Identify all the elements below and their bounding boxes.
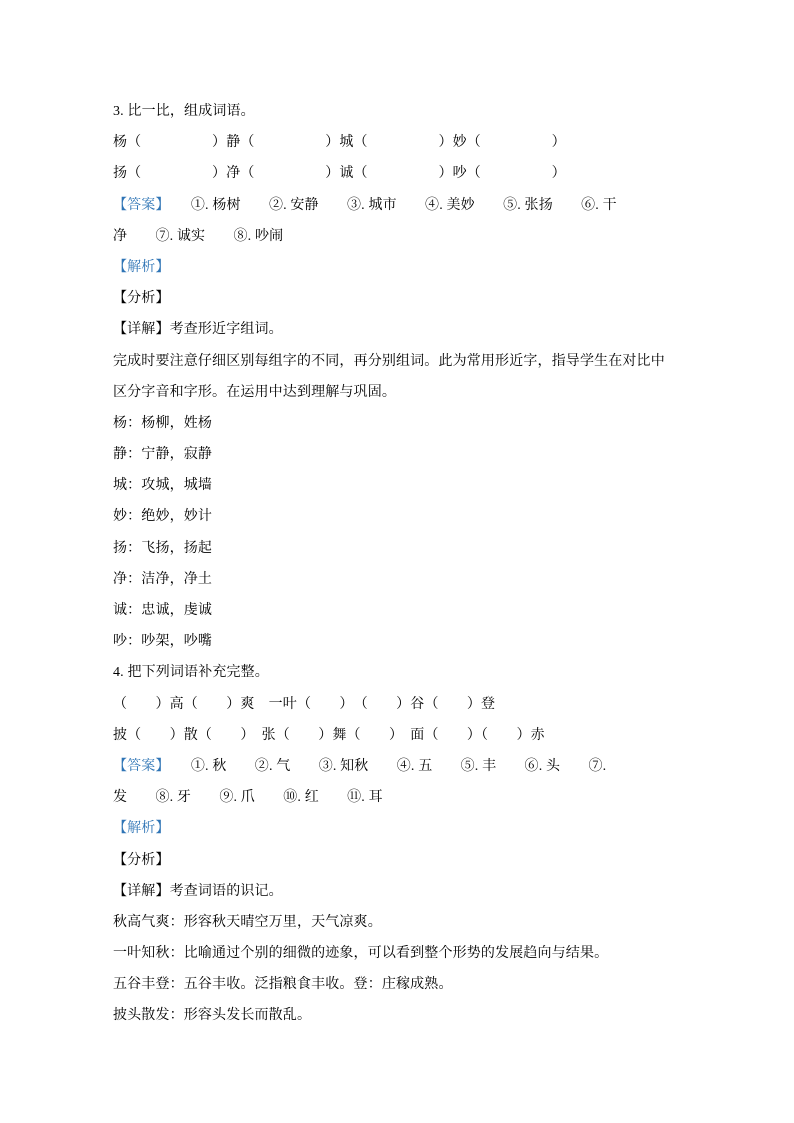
q4-idiom-def-1: [113, 907, 688, 938]
document-content: [113, 96, 688, 1032]
line-text: 静：宁静，寂静: [113, 447, 213, 463]
q3-answer-line-1: [113, 190, 688, 221]
line-text: ①. 杨树 ②. 安静 ③. 城市 ④. 美妙 ⑤. 张扬 ⑥. 干: [162, 197, 617, 213]
section-label: 【答案】: [113, 197, 163, 213]
line-text: 净：洁净，净土: [113, 571, 213, 587]
q3-blank-row-1: [113, 127, 688, 158]
q4-xiangjie-line: [113, 876, 688, 907]
q3-fenxi-label: [113, 283, 688, 314]
line-text: 扬：飞扬，扬起: [113, 540, 213, 556]
line-text: 【分析】: [113, 291, 170, 307]
q4-idiom-def-3: [113, 969, 688, 1000]
q3-xiangjie-line: [113, 314, 688, 345]
line-text: 妙：绝妙，妙计: [113, 509, 213, 525]
q3-jiexi-label: [113, 252, 688, 283]
q3-answer-line-2: [113, 221, 688, 252]
line-text: 4. 把下列词语补充完整。: [113, 665, 269, 681]
q3-word-item-yang1: [113, 408, 688, 439]
q3-word-item-jing2: [113, 564, 688, 595]
q4-idiom-def-2: [113, 938, 688, 969]
section-label: 【答案】: [113, 758, 163, 774]
line-text: 城：攻城，城墙: [113, 478, 213, 494]
q4-jiexi-label: [113, 813, 688, 844]
line-text: 发 ⑧. 牙 ⑨. 爪 ⑩. 红 ⑪. 耳: [113, 790, 383, 806]
q4-answer-line-2: [113, 782, 688, 813]
q3-word-item-cheng2: [113, 595, 688, 626]
q4-answer-line-1: [113, 751, 688, 782]
line-text: 净 ⑦. 诚实 ⑧. 吵闹: [113, 228, 284, 244]
q3-word-item-yang2: [113, 533, 688, 564]
line-text: 吵：吵架，吵嘴: [113, 634, 213, 650]
line-text: 一叶知秋：比喻通过个别的细微的迹象，可以看到整个形势的发展趋向与结果。: [113, 946, 609, 962]
line-text: 区分字音和字形。在运用中达到理解与巩固。: [113, 384, 396, 400]
line-text: 【详解】考查形近字组词。: [113, 322, 283, 338]
line-text: （ ）高（ ）爽 一叶（ ） （ ）谷（ ）登: [113, 696, 496, 712]
line-text: ①. 秋 ②. 气 ③. 知秋 ④. 五 ⑤. 丰 ⑥. 头 ⑦.: [162, 758, 607, 774]
q4-fenxi-label: [113, 845, 688, 876]
q4-blank-row-1: [113, 689, 688, 720]
line-text: 完成时要注意仔细区别每组字的不同，再分别组词。此为常用形近字，指导学生在对比中: [113, 353, 665, 369]
q3-word-item-miao: [113, 501, 688, 532]
line-text: 扬（ ）净（ ）诚（ ）吵（ ）: [113, 166, 566, 182]
line-text: 杨（ ）静（ ）城（ ）妙（ ）: [113, 135, 566, 151]
question-3-title: [113, 96, 688, 127]
line-text: 杨：杨柳，姓杨: [113, 415, 213, 431]
line-text: 五谷丰登：五谷丰收。泛指粮食丰收。登：庄稼成熟。: [113, 977, 453, 993]
q3-explanation-line-1: [113, 346, 688, 377]
section-label: 【解析】: [113, 821, 170, 837]
line-text: 披头散发：形容头发长而散乱。: [113, 1008, 312, 1024]
line-text: 【详解】考查词语的识记。: [113, 883, 283, 899]
q3-explanation-line-2: [113, 377, 688, 408]
q4-idiom-def-4: [113, 1000, 688, 1031]
q3-word-item-jing1: [113, 439, 688, 470]
q4-blank-row-2: [113, 720, 688, 751]
q3-blank-row-2: [113, 158, 688, 189]
line-text: 披（ ）散（ ） 张（ ）舞（ ） 面（ ）（ ）赤: [113, 727, 545, 743]
line-text: 秋高气爽：形容秋天晴空万里，天气凉爽。: [113, 914, 382, 930]
q3-word-item-chao: [113, 626, 688, 657]
section-label: 【解析】: [113, 259, 170, 275]
line-text: 诚：忠诚，虔诚: [113, 603, 213, 618]
q3-word-item-cheng1: [113, 470, 688, 501]
line-text: 3. 比一比，组成词语。: [113, 104, 255, 119]
question-4-title: [113, 657, 688, 688]
line-text: 【分析】: [113, 852, 170, 868]
